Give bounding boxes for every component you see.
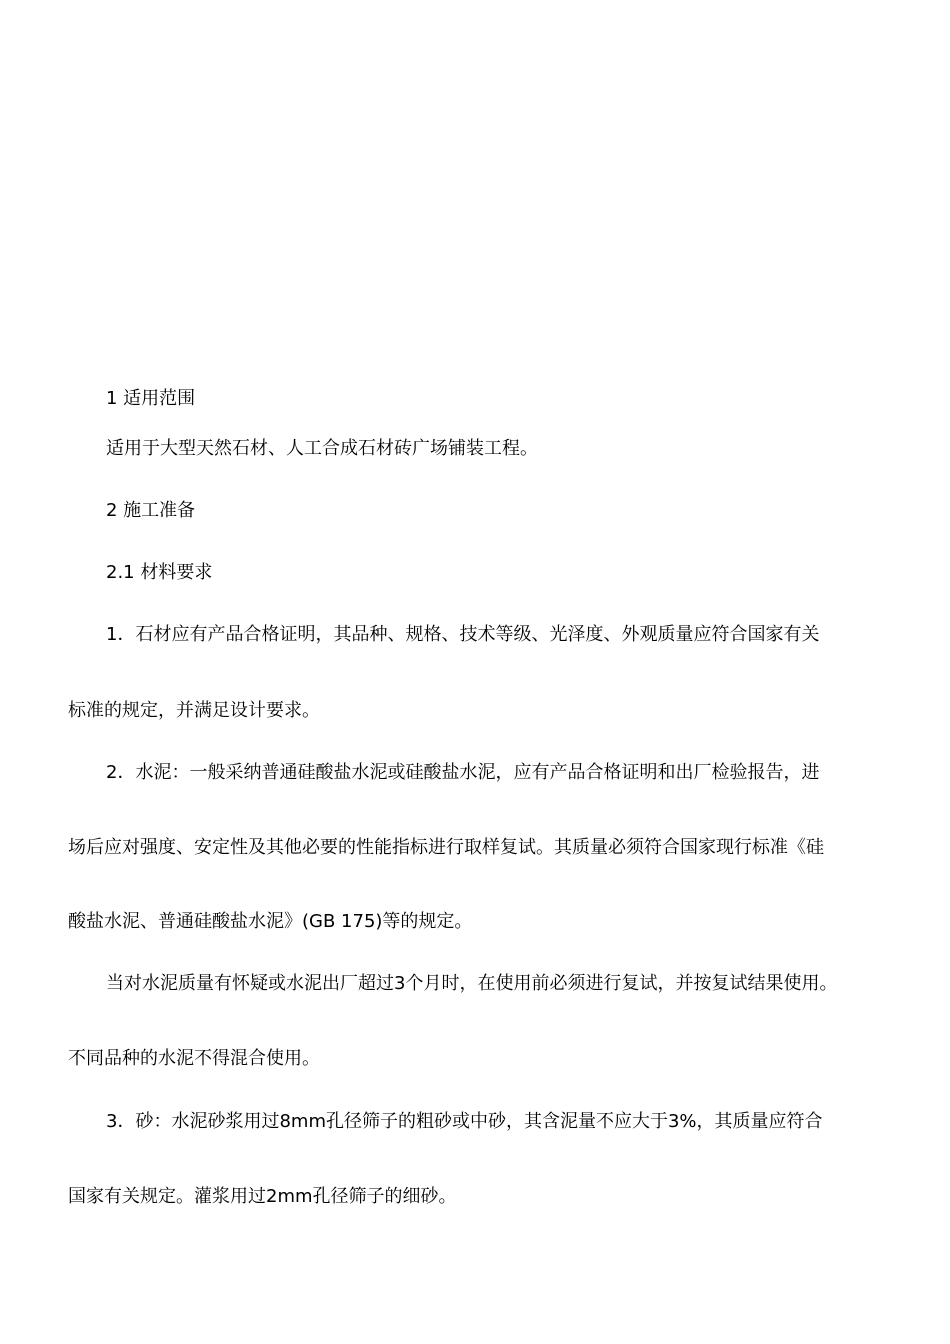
paragraph-cement-retest-line2: 不同品种的水泥不得混合使用。 xyxy=(68,1048,320,1069)
paragraph-stone-line1: 1．石材应有产品合格证明，其品种、规格、技术等级、光泽度、外观质量应符合国家有关 xyxy=(106,624,820,645)
paragraph-cement-retest-line1: 当对水泥质量有怀疑或水泥出厂超过3个月时，在使用前必须进行复试，并按复试结果使用。 xyxy=(106,973,838,994)
paragraph-cement-line3: 酸盐水泥、普通硅酸盐水泥》(GB 175)等的规定。 xyxy=(68,911,473,932)
subsection-heading-materials: 2.1 材料要求 xyxy=(106,562,213,583)
section-heading-scope: 1 适用范围 xyxy=(106,388,196,409)
section-heading-preparation: 2 施工准备 xyxy=(106,500,196,521)
paragraph-sand-line1: 3．砂：水泥砂浆用过8mm孔径筛子的粗砂或中砂，其含泥量不应大于3%，其质量应符合 xyxy=(106,1111,823,1132)
paragraph-stone-line2: 标准的规定，并满足设计要求。 xyxy=(68,700,320,721)
paragraph-sand-line2: 国家有关规定。灌浆用过2mm孔径筛子的细砂。 xyxy=(68,1186,457,1207)
paragraph-cement-line1: 2．水泥：一般采纳普通硅酸盐水泥或硅酸盐水泥，应有产品合格证明和出厂检验报告，进 xyxy=(106,762,820,783)
paragraph-cement-line2: 场后应对强度、安定性及其他必要的性能指标进行取样复试。其质量必须符合国家现行标准《硅 xyxy=(68,837,824,858)
scope-text: 适用于大型天然石材、人工合成石材砖广场铺装工程。 xyxy=(106,438,538,459)
